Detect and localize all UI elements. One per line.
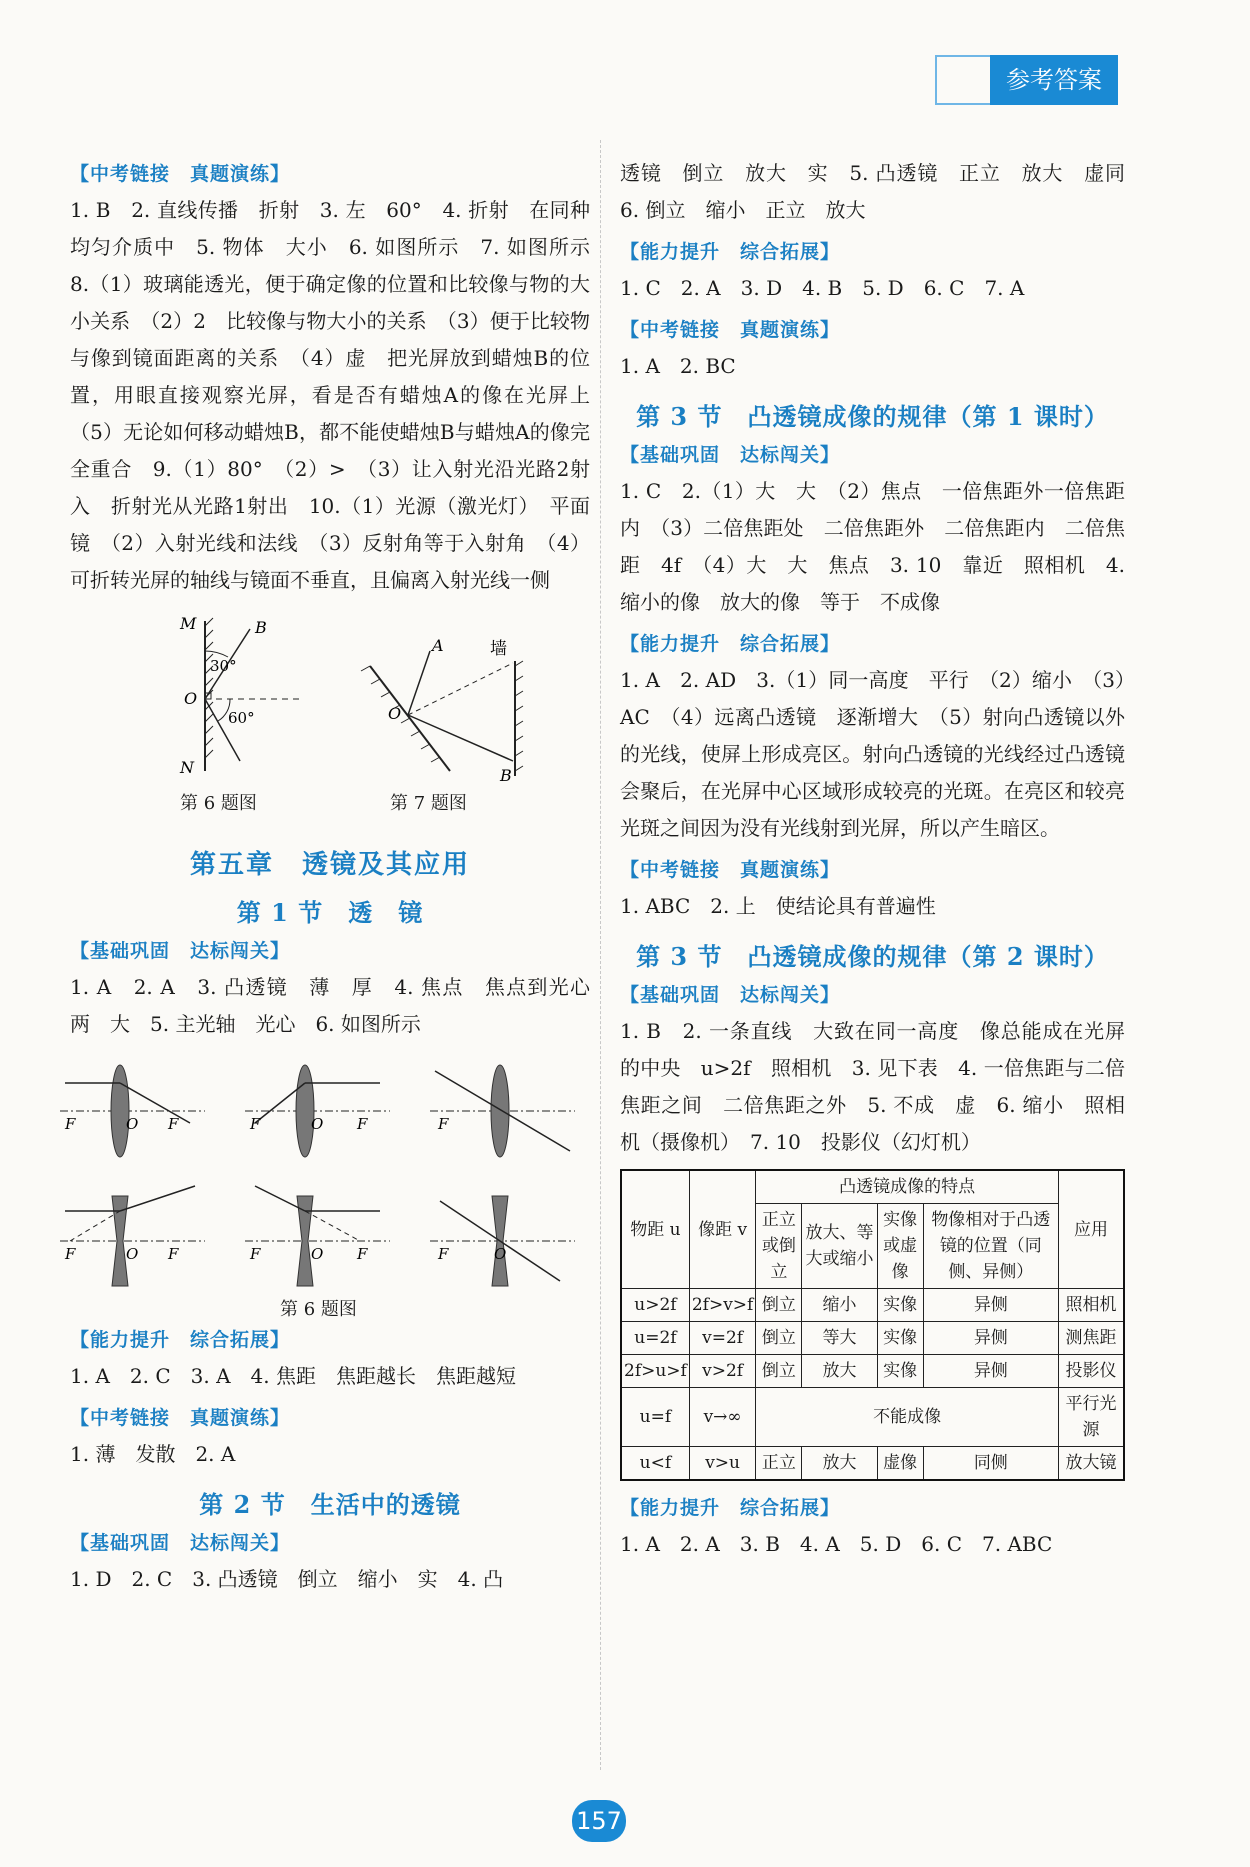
right-column bbox=[620, 155, 1145, 1563]
table-cell: 2f>v>f bbox=[689, 1289, 756, 1322]
table-cell: u<f bbox=[621, 1447, 689, 1481]
answer-paragraph: 1. C 2. A 3. D 4. B 5. D 6. C 7. A bbox=[620, 276, 1025, 300]
table-cell: v>u bbox=[689, 1447, 756, 1481]
section-header: 【中考链接 真题演练】 bbox=[70, 163, 291, 185]
fig6-label-30: 30° bbox=[210, 657, 237, 675]
fig6-label-60: 60° bbox=[228, 709, 255, 727]
lens-label-o: O bbox=[126, 1245, 139, 1263]
table-cell: u=f bbox=[621, 1388, 689, 1447]
table-cell: 倒立 bbox=[756, 1355, 802, 1388]
table-cell: 正立 bbox=[756, 1447, 802, 1481]
table-cell: 不能成像 bbox=[756, 1388, 1059, 1447]
imaging-rules-table bbox=[620, 1169, 1125, 1481]
table-cell: 倒立 bbox=[756, 1289, 802, 1322]
answer-paragraph: 1. ABC 2. 上 使结论具有普遍性 bbox=[620, 894, 936, 918]
fig7-label-b: B bbox=[500, 766, 512, 781]
fig6-reflection-diagram bbox=[110, 611, 310, 781]
table-header: 像距 v bbox=[689, 1170, 756, 1289]
table-header: 应用 bbox=[1059, 1170, 1125, 1289]
table-header: 实像或虚像 bbox=[877, 1204, 923, 1289]
lens-label-f: F bbox=[438, 1245, 449, 1263]
table-cell: 放大镜 bbox=[1059, 1447, 1125, 1481]
section-header: 【中考链接 真题演练】 bbox=[620, 859, 841, 881]
table-cell: 测焦距 bbox=[1059, 1322, 1125, 1355]
answer-paragraph: 1. C 2.（1）大 大 （2）焦点 一倍焦距外一倍焦距内 （3）二倍焦距处 二倍焦距外 二倍焦距内 二倍焦距 4f （4）大 大 焦点 3. 10 靠近 照相机 4. 缩小的像 放大的像 等于 不成像 bbox=[620, 479, 1125, 614]
section-header: 【能力提升 综合拓展】 bbox=[620, 241, 841, 263]
table-row bbox=[621, 1289, 1124, 1322]
answer-paragraph: 1. A 2. AD 3.（1）同一高度 平行 （2）缩小 （3）AC （4）远离凸透镜 逐渐增大 （5）射向凸透镜以外的光线，使屏上形成亮区。射向凸透镜的光线经过凸透镜会聚后，在光屏中心区域形成较亮的光斑。在亮区和较亮光斑之间因为没有光线射到光屏，所以产生暗区。 bbox=[620, 668, 1125, 840]
lens-label-o: O bbox=[311, 1245, 324, 1263]
lens-label-o: O bbox=[126, 1115, 139, 1133]
lesson-title: 第 2 节 生活中的透镜 bbox=[199, 1490, 461, 1519]
table-cell: u>2f bbox=[621, 1289, 689, 1322]
answer-paragraph: 1. 薄 发散 2. A bbox=[70, 1442, 236, 1466]
table-cell: v=2f bbox=[689, 1322, 756, 1355]
lens-label-f: F bbox=[357, 1245, 368, 1263]
lens-label-o: O bbox=[494, 1245, 507, 1263]
table-cell: u=2f bbox=[621, 1322, 689, 1355]
page-number: 157 bbox=[572, 1800, 626, 1842]
table-cell: 异侧 bbox=[923, 1322, 1058, 1355]
table-cell: 实像 bbox=[877, 1355, 923, 1388]
chapter-title: 第五章 透镜及其应用 bbox=[189, 850, 470, 880]
table-header: 放大、等大或缩小 bbox=[802, 1204, 877, 1289]
lens-label-f: F bbox=[438, 1115, 449, 1133]
answer-paragraph: 透镜 倒立 放大 实 5. 凸透镜 正立 放大 虚同 6. 倒立 缩小 正立 放大 bbox=[620, 161, 1145, 222]
section-header: 【能力提升 综合拓展】 bbox=[620, 633, 841, 655]
section-header: 【能力提升 综合拓展】 bbox=[620, 1497, 841, 1519]
table-cell: 平行光源 bbox=[1059, 1388, 1125, 1447]
section-header: 【能力提升 综合拓展】 bbox=[70, 1329, 291, 1351]
answer-paragraph: 1. B 2. 直线传播 折射 3. 左 60° 4. 折射 在同种均匀介质中 5. 物体 大小 6. 如图所示 7. 如图所示 8.（1）玻璃能透光，便于确定像的位置和比较像与物的大小关系 （2）2 比较像与物大小的关系 （3）便于比较物与像到镜面距离的关系 （4）虚 把光屏放到蜡烛B的位置，用眼直接观察光屏，看是否有蜡烛A的像在光屏上 （5）无论如何移动蜡烛B，都不能使蜡烛B与蜡烛A的像完全重合 9.（1）80° （2）> （3）让入射光沿光路2射入 折射光从光路1射出 10.（1）光源（激光灯） 平面镜 （2）入射光线和法线 （3）反射角等于入射角 （4）可折转光屏的轴线与镜面不垂直，且偏离入射光线一侧 bbox=[70, 198, 610, 592]
fig7-label-a: A bbox=[432, 636, 444, 655]
section-header: 【基础巩固 达标闯关】 bbox=[70, 1532, 291, 1554]
fig7-label-o: O bbox=[388, 704, 402, 723]
table-row bbox=[621, 1388, 1124, 1447]
table-cell: 同侧 bbox=[923, 1447, 1058, 1481]
lens-ray-diagrams bbox=[60, 1051, 580, 1291]
table-cell: v→∞ bbox=[689, 1388, 756, 1447]
fig6-label-n: N bbox=[180, 758, 194, 777]
answer-paragraph: 1. D 2. C 3. 凸透镜 倒立 缩小 实 4. 凸 bbox=[70, 1567, 504, 1591]
lesson-title: 第 3 节 凸透镜成像的规律（第 2 课时） bbox=[636, 942, 1109, 971]
answer-paragraph: 1. A 2. A 3. 凸透镜 薄 厚 4. 焦点 焦点到光心 两 大 5. 主光轴 光心 6. 如图所示 bbox=[70, 975, 610, 1036]
table-cell: 等大 bbox=[802, 1322, 877, 1355]
lens-label-f: F bbox=[357, 1115, 368, 1133]
lens-diagrams bbox=[65, 1051, 590, 1321]
header-decoration bbox=[935, 55, 997, 105]
table-cell: 缩小 bbox=[802, 1289, 877, 1322]
section-header: 【基础巩固 达标闯关】 bbox=[70, 940, 291, 962]
table-cell: 异侧 bbox=[923, 1355, 1058, 1388]
table-cell: 投影仪 bbox=[1059, 1355, 1125, 1388]
answer-paragraph: 1. B 2. 一条直线 大致在同一高度 像总能成在光屏的中央 u>2f 照相机 3. 见下表 4. 一倍焦距与二倍焦距之间 二倍焦距之外 5. 不成 虚 6. 缩小 照相机（摄像机） 7. 10 投影仪（幻灯机） bbox=[620, 1019, 1125, 1154]
fig7-label-wall: 墙 bbox=[490, 639, 507, 659]
lesson-title: 第 1 节 透 镜 bbox=[236, 898, 424, 927]
table-cell: 放大 bbox=[802, 1355, 877, 1388]
lens-label-f: F bbox=[250, 1245, 261, 1263]
section-header: 【中考链接 真题演练】 bbox=[620, 319, 841, 341]
fig6-label-o: O bbox=[184, 689, 198, 708]
table-cell: 异侧 bbox=[923, 1289, 1058, 1322]
section-header: 【基础巩固 达标闯关】 bbox=[620, 444, 841, 466]
lens-label-f: F bbox=[168, 1115, 179, 1133]
table-row bbox=[621, 1355, 1124, 1388]
answer-key-badge: 参考答案 bbox=[990, 55, 1118, 105]
lesson-title: 第 3 节 凸透镜成像的规律（第 1 课时） bbox=[636, 402, 1109, 431]
table-cell: 虚像 bbox=[877, 1447, 923, 1481]
fig7-caption: 第 7 题图 bbox=[390, 793, 467, 814]
table-cell: 放大 bbox=[802, 1447, 877, 1481]
lens-label-f: F bbox=[65, 1115, 76, 1133]
lens-caption: 第 6 题图 bbox=[280, 1299, 357, 1320]
fig6-label-m: M bbox=[180, 614, 197, 633]
table-cell: 2f>u>f bbox=[621, 1355, 689, 1388]
table-header: 正立或倒立 bbox=[756, 1204, 802, 1289]
answer-paragraph: 1. A 2. A 3. B 4. A 5. D 6. C 7. ABC bbox=[620, 1532, 1053, 1556]
lens-label-o: O bbox=[311, 1115, 324, 1133]
table-header: 物距 u bbox=[621, 1170, 689, 1289]
fig7-reflection-diagram bbox=[350, 611, 570, 781]
table-header: 物像相对于凸透镜的位置（同侧、异侧） bbox=[923, 1204, 1058, 1289]
lens-label-f: F bbox=[65, 1245, 76, 1263]
section-header: 【中考链接 真题演练】 bbox=[70, 1407, 291, 1429]
table-cell: 实像 bbox=[877, 1322, 923, 1355]
table-row bbox=[621, 1447, 1124, 1481]
table-cell: 实像 bbox=[877, 1289, 923, 1322]
answer-paragraph: 1. A 2. C 3. A 4. 焦距 焦距越长 焦距越短 bbox=[70, 1364, 516, 1388]
answer-paragraph: 1. A 2. BC bbox=[620, 354, 736, 378]
section-header: 【基础巩固 达标闯关】 bbox=[620, 984, 841, 1006]
table-cell: 倒立 bbox=[756, 1322, 802, 1355]
table-cell: v>2f bbox=[689, 1355, 756, 1388]
table-header: 凸透镜成像的特点 bbox=[756, 1170, 1059, 1204]
table-row bbox=[621, 1322, 1124, 1355]
lens-label-f: F bbox=[250, 1115, 261, 1133]
lens-label-f: F bbox=[168, 1245, 179, 1263]
left-column bbox=[65, 155, 610, 1598]
fig6-label-b: B bbox=[255, 618, 267, 637]
fig6-caption: 第 6 题图 bbox=[180, 793, 257, 814]
figures-6-7 bbox=[70, 611, 590, 826]
table-cell: 照相机 bbox=[1059, 1289, 1125, 1322]
